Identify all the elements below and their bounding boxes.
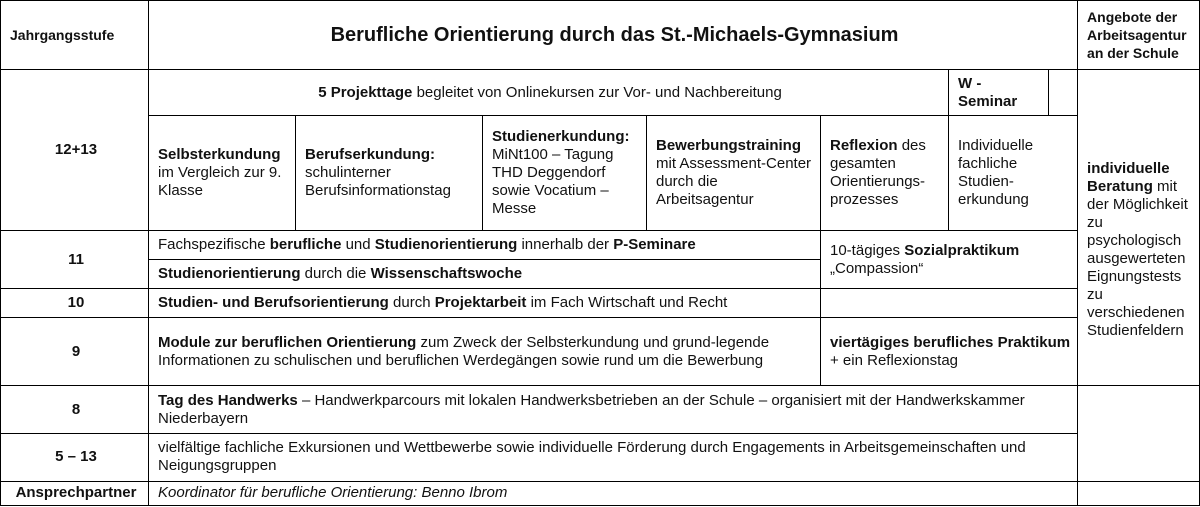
handwerk-cell (149, 386, 1078, 433)
projektage-text: begleitet von Onlinekursen zur Vor- und Nachbereitung (416, 83, 782, 101)
g11-text-a: Fachspezifische (158, 235, 266, 253)
grade-label-12-13: 12+13 (1, 70, 149, 231)
projektage-bold: 5 Projekttage (318, 83, 413, 101)
exkursionen-cell: vielfältige fachliche Exkursionen und Wettbewerbe sowie individuelle Förderung durch Engagements in Arbeitsgemeinschaften und Neigungsgruppen (149, 433, 1078, 481)
table-row (1, 318, 1200, 386)
g9-prakt-bold: viertägiges berufliches Praktikum (830, 333, 1071, 351)
g11-row2-bold-c: Wissenschaftswoche (370, 265, 523, 283)
table-row (1, 289, 1200, 318)
agency-bold: individuelle Beratung (1087, 160, 1170, 196)
empty-cell (821, 289, 1078, 318)
wissenschaftswoche-cell (149, 260, 821, 289)
g8-bold: Tag des Handwerks (158, 391, 298, 409)
g11-bold-b: berufliche (269, 235, 342, 253)
header-row (1, 1, 1200, 70)
g8-text: – Handwerkparcours mit lokalen Handwerksbetrieben an der Schule – organisiert mit der Handwerkskammer Niederbayern (158, 391, 1025, 427)
beruf-text: schulinterner Berufsinformationstag (305, 164, 451, 200)
module-cell (149, 318, 821, 386)
agency-text: mit der Möglichkeit zu psychologisch ausgewerteten Eignungstests zu verschiedenen Studienfeldern (1087, 178, 1188, 340)
g10-text-d: im Fach Wirtschaft und Recht (530, 294, 728, 312)
praktikum-cell (821, 318, 1078, 386)
grade-label-10: 10 (1, 289, 149, 318)
g10-bold-a: Studien- und Berufsorientierung (158, 294, 389, 312)
p-seminar-cell (149, 230, 821, 259)
empty-cell (1049, 70, 1078, 116)
w-seminar-cell: W - Seminar (949, 70, 1049, 116)
grade-label-8: 8 (1, 386, 149, 433)
studien-text: MiNt100 – Tagung THD Deggendorf sowie Vocatium – Messe (492, 146, 614, 218)
studienerkundung-cell (483, 116, 647, 230)
g10-bold-c: Projektarbeit (434, 294, 527, 312)
berufserkundung-cell (296, 116, 483, 230)
beruf-bold: Berufserkundung: (305, 146, 436, 164)
grade-label-5-13: 5 – 13 (1, 433, 149, 481)
g9-prakt-text: + ein Reflexionstag (830, 351, 958, 369)
grade-label-11: 11 (1, 230, 149, 288)
individuelle-cell: Individuelle fachliche Studien-erkundung (949, 116, 1078, 230)
g11-text-e: innerhalb der (521, 235, 610, 253)
projektage-cell (149, 70, 949, 116)
g11-row2-text-b: durch die (304, 265, 367, 283)
bewerbung-text: mit Assessment-Center durch die Arbeitsagentur (656, 155, 812, 209)
selbsterkundung-cell (149, 116, 296, 230)
table-row (1, 481, 1200, 505)
g11-text-c: und (345, 235, 371, 253)
empty-cell (1078, 481, 1200, 505)
bewerbung-bold: Bewerbungstraining (656, 137, 802, 155)
social-text-a: 10-tägiges (830, 241, 901, 259)
reflexion-cell (821, 116, 949, 230)
reflexion-bold: Reflexion (830, 137, 898, 155)
g9-bold: Module zur beruflichen Orientierung (158, 333, 417, 351)
g11-row2-bold-a: Studienorientierung (158, 265, 301, 283)
table-row (1, 386, 1200, 433)
g10-text-b: durch (393, 294, 431, 312)
grade-column-header: Jahrgangsstufe (1, 1, 149, 70)
table-row (1, 433, 1200, 481)
table-row (1, 230, 1200, 259)
page-title: Berufliche Orientierung durch das St.-Michaels-Gymnasium (149, 1, 1078, 70)
grade-label-9: 9 (1, 318, 149, 386)
studien-bold: Studienerkundung: (492, 128, 630, 146)
g11-bold-d: Studienorientierung (374, 235, 518, 253)
reflexion-text: des gesamten Orientierungs-prozesses (830, 137, 926, 209)
bewerbungstraining-cell (647, 116, 821, 230)
selbst-text: im Vergleich zur 9. Klasse (158, 164, 282, 200)
table-row (1, 116, 1200, 230)
agency-column-header: Angebote der Arbeitsagentur an der Schule (1078, 1, 1200, 70)
projektarbeit-cell (149, 289, 821, 318)
g11-bold-f: P-Seminare (613, 235, 696, 253)
selbst-bold: Selbsterkundung (158, 146, 281, 164)
contact-label: Ansprechpartner (1, 481, 149, 505)
empty-cell (1078, 386, 1200, 481)
g9-text: zum Zweck der Selbsterkundung und grund-legende Informationen zu schulischen und beruflichen Werdegängen sowie rund um die Bewerbung (158, 333, 770, 369)
agency-offer-cell (1078, 70, 1200, 386)
table-row (1, 70, 1200, 116)
contact-text: Koordinator für berufliche Orientierung: Benno Ibrom (149, 481, 1078, 505)
social-bold: Sozialpraktikum (904, 241, 1020, 259)
social-compassion: „Compassion“ (830, 259, 924, 277)
sozialpraktikum-cell (821, 230, 1078, 288)
